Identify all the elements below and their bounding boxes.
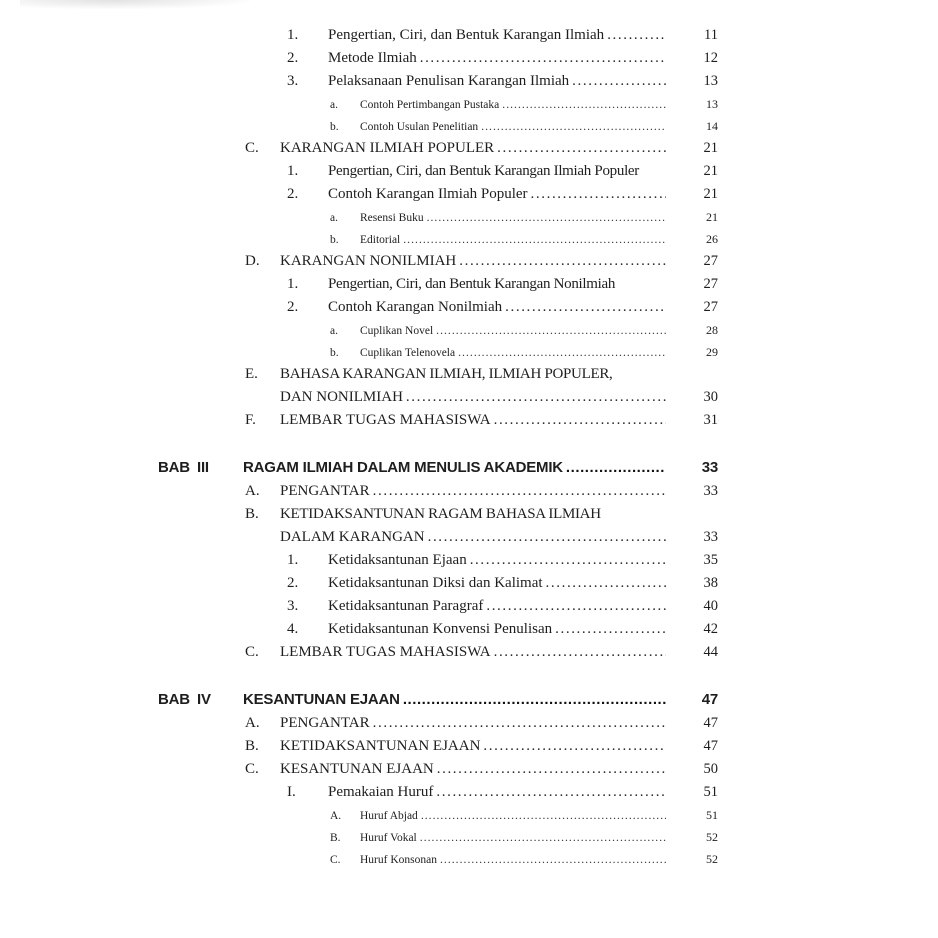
- toc-item-label: D.: [245, 253, 260, 269]
- dot-leader: [437, 758, 666, 781]
- toc-row: [0, 781, 718, 804]
- toc-item-label: B.: [245, 506, 259, 522]
- toc-page-number: 11: [704, 27, 718, 43]
- section-gap: [0, 664, 718, 687]
- toc-page-number: 26: [706, 232, 718, 246]
- dot-leader: [572, 70, 666, 93]
- toc-row: [0, 93, 718, 115]
- toc-page-number: 38: [703, 575, 718, 591]
- toc-row: [0, 296, 718, 319]
- bab-number: IV: [197, 691, 211, 708]
- toc-item-label: 2.: [287, 299, 299, 315]
- toc-page-number: 47: [703, 738, 718, 754]
- toc-item-label: F.: [245, 412, 256, 428]
- toc-item-title: LEMBAR TUGAS MAHASISWA: [280, 644, 491, 660]
- toc-item-label: a.: [330, 99, 338, 111]
- toc-item-title: Cuplikan Novel: [360, 325, 434, 337]
- toc-page-number: 29: [706, 345, 718, 359]
- toc-item-label: A.: [330, 810, 342, 822]
- toc-row: [0, 341, 718, 363]
- toc-item-label: E.: [245, 366, 258, 382]
- dot-leader: [483, 735, 666, 758]
- toc-row: [0, 641, 718, 664]
- toc-item-label: b.: [330, 121, 339, 133]
- toc-item-title: LEMBAR TUGAS MAHASISWA: [280, 412, 491, 428]
- toc-item-title: Metode Ilmiah: [328, 50, 417, 66]
- toc-item-label: a.: [330, 212, 338, 224]
- toc-page-number: 12: [703, 50, 718, 66]
- toc-page-number: 21: [703, 163, 718, 179]
- toc-page-number: 51: [706, 808, 718, 822]
- toc-page-number: 50: [703, 761, 718, 777]
- toc-page-number: 21: [706, 210, 718, 224]
- dot-leader: [427, 207, 666, 229]
- toc-row: [0, 804, 718, 826]
- toc-item-label: B.: [330, 832, 341, 844]
- dot-leader: [494, 641, 666, 664]
- toc-item-title: Huruf Abjad: [360, 810, 418, 822]
- chapter-page-number: 33: [701, 459, 718, 476]
- dot-leader: [421, 805, 666, 827]
- dot-leader: [436, 781, 666, 804]
- toc-page-number: 33: [703, 529, 718, 545]
- toc-page-number: 21: [703, 186, 718, 202]
- toc-item-title: DALAM KARANGAN: [280, 529, 425, 545]
- toc-row: [0, 758, 718, 781]
- toc-item-label: 4.: [287, 621, 299, 637]
- toc-row: [0, 549, 718, 572]
- toc-item-title: Cuplikan Telenovela: [360, 347, 456, 359]
- toc-item-title: KARANGAN ILMIAH POPULER: [280, 140, 495, 156]
- bab-label: BAB: [158, 691, 190, 708]
- dot-leader: [459, 250, 666, 273]
- toc-item-title: Editorial: [360, 234, 401, 246]
- toc-item-label: A.: [245, 483, 260, 499]
- toc-item-title: Pelaksanaan Penulisan Karangan Ilmiah: [328, 73, 570, 89]
- toc-item-label: 1.: [287, 276, 299, 292]
- dot-leader: [436, 320, 666, 342]
- toc-item-label: 1.: [287, 27, 299, 43]
- toc-item-label: 2.: [287, 50, 299, 66]
- toc-page-number: 42: [703, 621, 718, 637]
- bab-number: III: [197, 459, 209, 476]
- toc-page-number: 44: [703, 644, 718, 660]
- toc-row: [0, 572, 718, 595]
- toc-page-number: 27: [703, 299, 718, 315]
- dot-leader: [546, 572, 666, 595]
- toc-row: [0, 480, 718, 503]
- toc-row: [0, 228, 718, 250]
- toc-item-label: B.: [245, 738, 259, 754]
- toc-item-title: Contoh Usulan Penelitian: [360, 121, 479, 133]
- toc-row: [0, 47, 718, 70]
- toc-page-number: 13: [703, 73, 718, 89]
- toc-page-number: 52: [706, 852, 718, 866]
- toc-page-number: 30: [703, 389, 718, 405]
- bab-label: BAB: [158, 459, 190, 476]
- toc-row: [0, 848, 718, 870]
- toc-item-label: a.: [330, 325, 338, 337]
- toc-page-number: 14: [706, 119, 718, 133]
- toc-row: [0, 137, 718, 160]
- toc-page-number: 27: [703, 253, 718, 269]
- toc-page-number: 47: [703, 715, 718, 731]
- toc-item-title: Ketidaksantunan Ejaan: [328, 552, 467, 568]
- dot-leader: [373, 712, 666, 735]
- toc-item-title: Pengertian, Ciri, dan Bentuk Karangan Ilmiah Populer: [328, 163, 639, 179]
- dot-leader: [607, 24, 666, 47]
- toc-item-title: Pengertian, Ciri, dan Bentuk Karangan Nonilmiah: [328, 276, 616, 292]
- dot-leader: [481, 116, 666, 138]
- toc-chapter-row: [0, 687, 718, 712]
- toc-page-number: 31: [703, 412, 718, 428]
- dot-leader: [566, 455, 666, 480]
- section-gap: [0, 432, 718, 455]
- toc-row: [0, 595, 718, 618]
- toc-page-number: 27: [703, 276, 718, 292]
- toc-page-number: 28: [706, 323, 718, 337]
- toc-page-number: 52: [706, 830, 718, 844]
- toc-item-label: C.: [330, 854, 341, 866]
- toc-chapter-row: [0, 455, 718, 480]
- toc-item-label: I.: [287, 784, 296, 800]
- toc-item-title: Huruf Vokal: [360, 832, 417, 844]
- toc-row: [0, 735, 718, 758]
- toc-page-number: 33: [703, 483, 718, 499]
- toc-page-number: 21: [703, 140, 718, 156]
- chapter-title: KESANTUNAN EJAAN: [243, 691, 400, 708]
- dot-leader: [486, 595, 666, 618]
- toc-item-label: 2.: [287, 575, 299, 591]
- toc-item-title: PENGANTAR: [280, 483, 370, 499]
- dot-leader: [470, 549, 666, 572]
- dot-leader: [420, 827, 666, 849]
- toc-row: [0, 115, 718, 137]
- toc-row: [0, 160, 718, 183]
- dot-leader: [505, 296, 666, 319]
- toc-item-title: Contoh Karangan Nonilmiah: [328, 299, 503, 315]
- toc-row: [0, 273, 718, 296]
- toc-row: [0, 526, 718, 549]
- toc-page-number: 35: [703, 552, 718, 568]
- toc-item-label: b.: [330, 234, 339, 246]
- toc-row: [0, 409, 718, 432]
- toc-page-number: 13: [706, 97, 718, 111]
- toc-item-label: 1.: [287, 552, 299, 568]
- toc-item-title: KARANGAN NONILMIAH: [280, 253, 457, 269]
- toc-item-label: 2.: [287, 186, 299, 202]
- toc-page-number: 40: [703, 598, 718, 614]
- dot-leader: [497, 137, 666, 160]
- dot-leader: [428, 526, 666, 549]
- toc-item-title: Pengertian, Ciri, dan Bentuk Karangan Ilmiah: [328, 27, 605, 43]
- dot-leader: [373, 480, 666, 503]
- dot-leader: [494, 409, 666, 432]
- dot-leader: [420, 47, 666, 70]
- toc-item-title: Ketidaksantunan Konvensi Penulisan: [328, 621, 553, 637]
- dot-leader: [406, 386, 666, 409]
- dot-leader: [531, 183, 666, 206]
- toc-list: [0, 24, 938, 870]
- dot-leader: [403, 687, 666, 712]
- dot-leader: [458, 342, 666, 364]
- toc-item-title: BAHASA KARANGAN ILMIAH, ILMIAH POPULER,: [280, 366, 613, 382]
- toc-item-label: C.: [245, 140, 259, 156]
- toc-row: [0, 206, 718, 228]
- chapter-page-number: 47: [701, 691, 718, 708]
- toc-item-label: 3.: [287, 598, 299, 614]
- toc-row: [0, 250, 718, 273]
- toc-row: [0, 363, 718, 386]
- toc-item-title: Ketidaksantunan Diksi dan Kalimat: [328, 575, 543, 591]
- toc-row: [0, 70, 718, 93]
- toc-row: [0, 24, 718, 47]
- toc-row: [0, 386, 718, 409]
- dot-leader: [403, 229, 666, 251]
- toc-row: [0, 618, 718, 641]
- toc-item-title: Contoh Pertimbangan Pustaka: [360, 99, 500, 111]
- toc-row: [0, 826, 718, 848]
- scan-shade-artifact: [20, 0, 250, 9]
- dot-leader: [555, 618, 666, 641]
- toc-page-number: 51: [703, 784, 718, 800]
- toc-item-label: b.: [330, 347, 339, 359]
- toc-item-title: DAN NONILMIAH: [280, 389, 403, 405]
- toc-item-title: KETIDAKSANTUNAN EJAAN: [280, 738, 481, 754]
- dot-leader: [440, 849, 666, 871]
- toc-item-title: KESANTUNAN EJAAN: [280, 761, 434, 777]
- toc-item-title: Huruf Konsonan: [360, 854, 437, 866]
- toc-item-title: PENGANTAR: [280, 715, 370, 731]
- toc-item-label: A.: [245, 715, 260, 731]
- toc-row: [0, 183, 718, 206]
- toc-item-title: Resensi Buku: [360, 212, 424, 224]
- toc-item-title: Ketidaksantunan Paragraf: [328, 598, 484, 614]
- toc-item-title: Contoh Karangan Ilmiah Populer: [328, 186, 528, 202]
- toc-item-label: C.: [245, 644, 259, 660]
- toc-item-label: C.: [245, 761, 259, 777]
- toc-item-title: Pemakaian Huruf: [328, 784, 434, 800]
- toc-row: [0, 319, 718, 341]
- toc-item-label: 1.: [287, 163, 299, 179]
- chapter-title: RAGAM ILMIAH DALAM MENULIS AKADEMIK: [243, 459, 563, 476]
- dot-leader: [502, 94, 666, 116]
- toc-row: [0, 712, 718, 735]
- toc-item-label: 3.: [287, 73, 299, 89]
- toc-row: [0, 503, 718, 526]
- toc-item-title: KETIDAKSANTUNAN RAGAM BAHASA ILMIAH: [280, 506, 601, 522]
